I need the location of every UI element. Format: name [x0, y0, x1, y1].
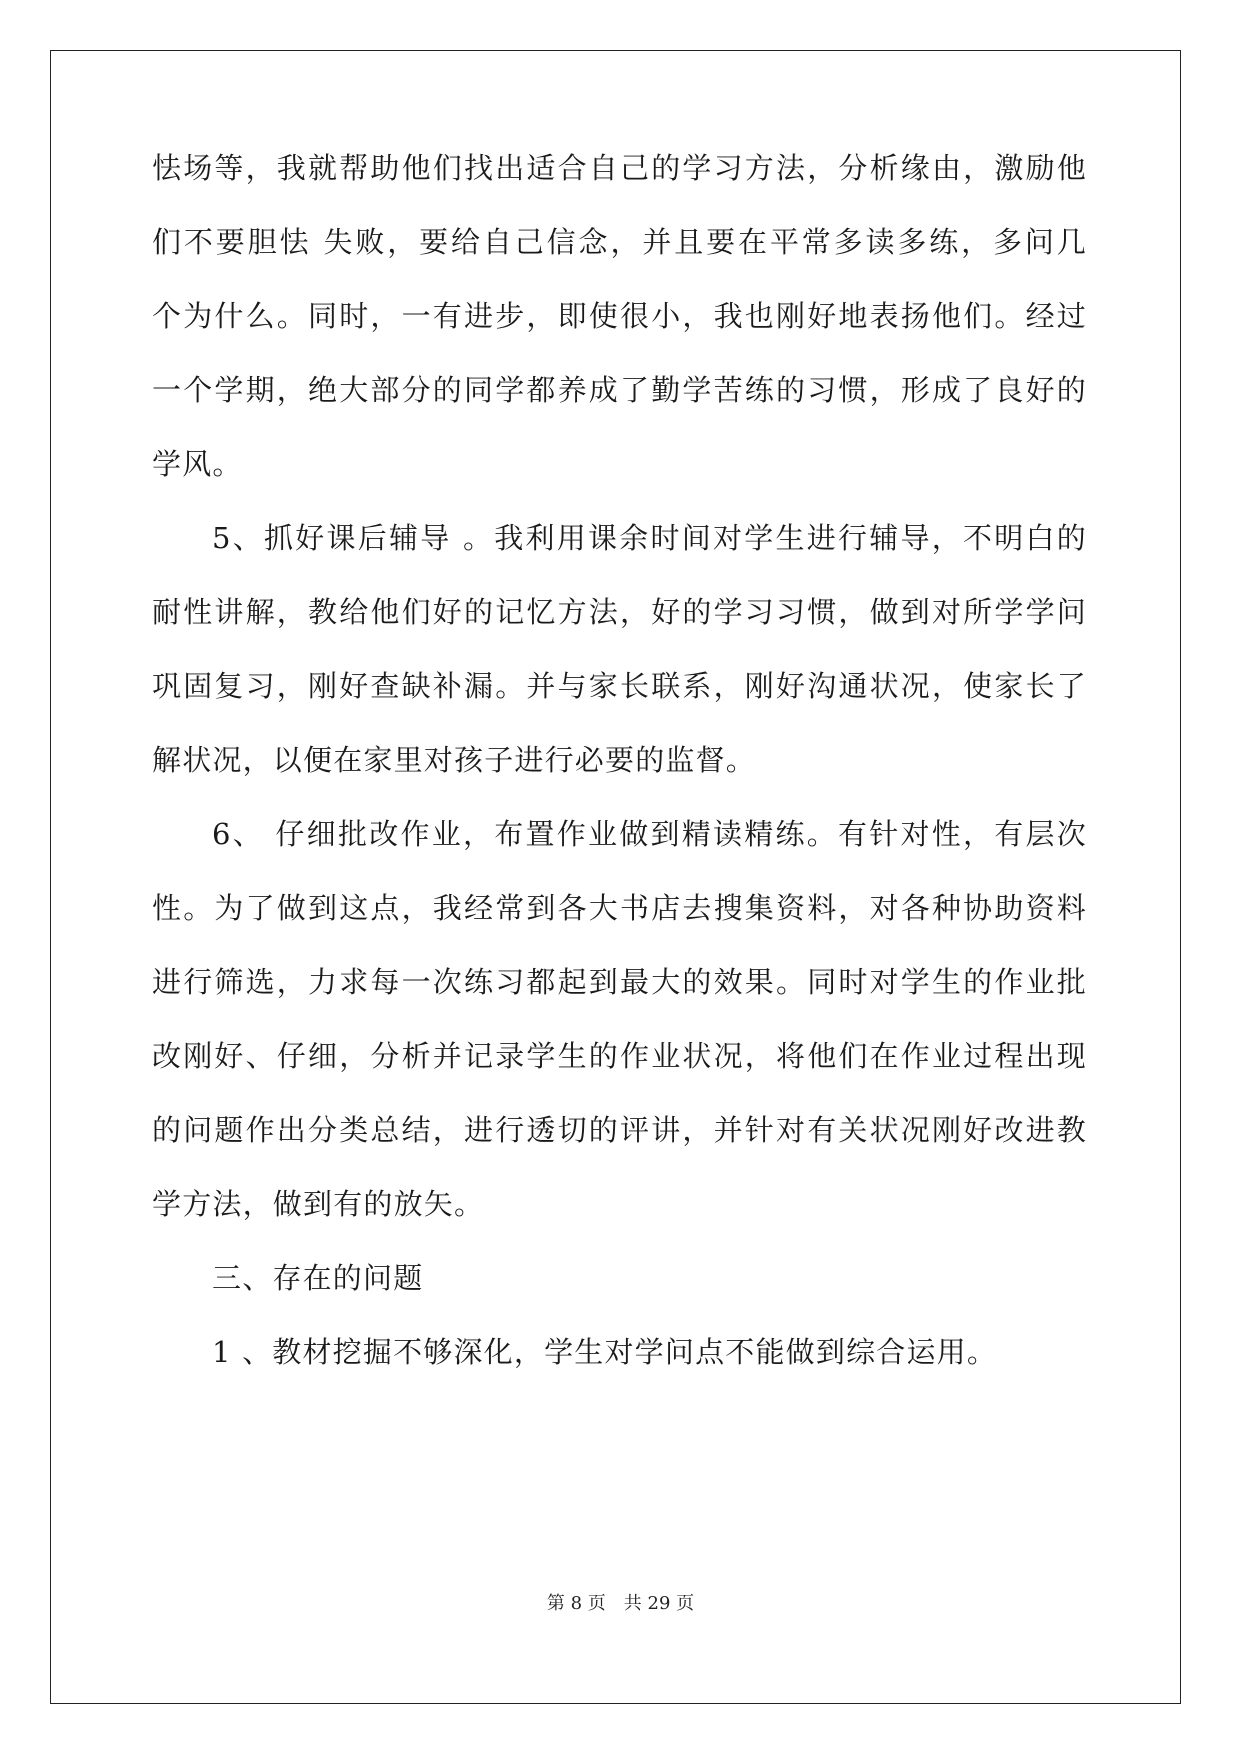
body-text-line: 们不要胆怯 失败，要给自己信念，并且要在平常多读多练，多问几: [152, 225, 1087, 259]
body-text-line: 进行筛选，力求每一次练习都起到最大的效果。同时对学生的作业批: [152, 965, 1087, 999]
body-text-line: 学风。: [152, 447, 243, 481]
page-footer: [0, 1592, 1241, 1616]
paragraph-heading-5: 5、抓好课后辅导 。我利用课余时间对学生进行辅导，不明白的: [212, 521, 1087, 555]
body-text-line: 怯场等，我就帮助他们找出适合自己的学习方法，分析缘由，激励他: [152, 151, 1087, 185]
paragraph-heading-6: 6、 仔细批改作业，布置作业做到精读精练。有针对性，有层次: [212, 817, 1087, 851]
body-text-line: 学方法，做到有的放矢。: [152, 1187, 485, 1221]
body-text-line: 性。为了做到这点，我经常到各大书店去搜集资料，对各种协助资料: [152, 891, 1087, 925]
section-heading: 三、存在的问题: [212, 1261, 424, 1295]
page-total: 共 29 页: [623, 1593, 695, 1614]
list-item: 1 、教材挖掘不够深化，学生对学问点不能做到综合运用。: [212, 1335, 998, 1369]
body-text-line: 个为什么。同时，一有进步，即使很小，我也刚好地表扬他们。经过: [152, 299, 1087, 333]
body-text-line: 解状况，以便在家里对孩子进行必要的监督。: [152, 743, 757, 777]
body-text-line: 改刚好、仔细，分析并记录学生的作业状况，将他们在作业过程出现: [152, 1039, 1087, 1073]
page-number: 第 8 页: [546, 1593, 606, 1614]
body-text-line: 耐性讲解，教给他们好的记忆方法，好的学习习惯，做到对所学学问: [152, 595, 1087, 629]
body-text-line: 一个学期，绝大部分的同学都养成了勤学苦练的习惯，形成了良好的: [152, 373, 1087, 407]
body-text-line: 的问题作出分类总结，进行透切的评讲，并针对有关状况刚好改进教: [152, 1113, 1087, 1147]
body-text-line: 巩固复习，刚好查缺补漏。并与家长联系，刚好沟通状况，使家长了: [152, 669, 1087, 703]
